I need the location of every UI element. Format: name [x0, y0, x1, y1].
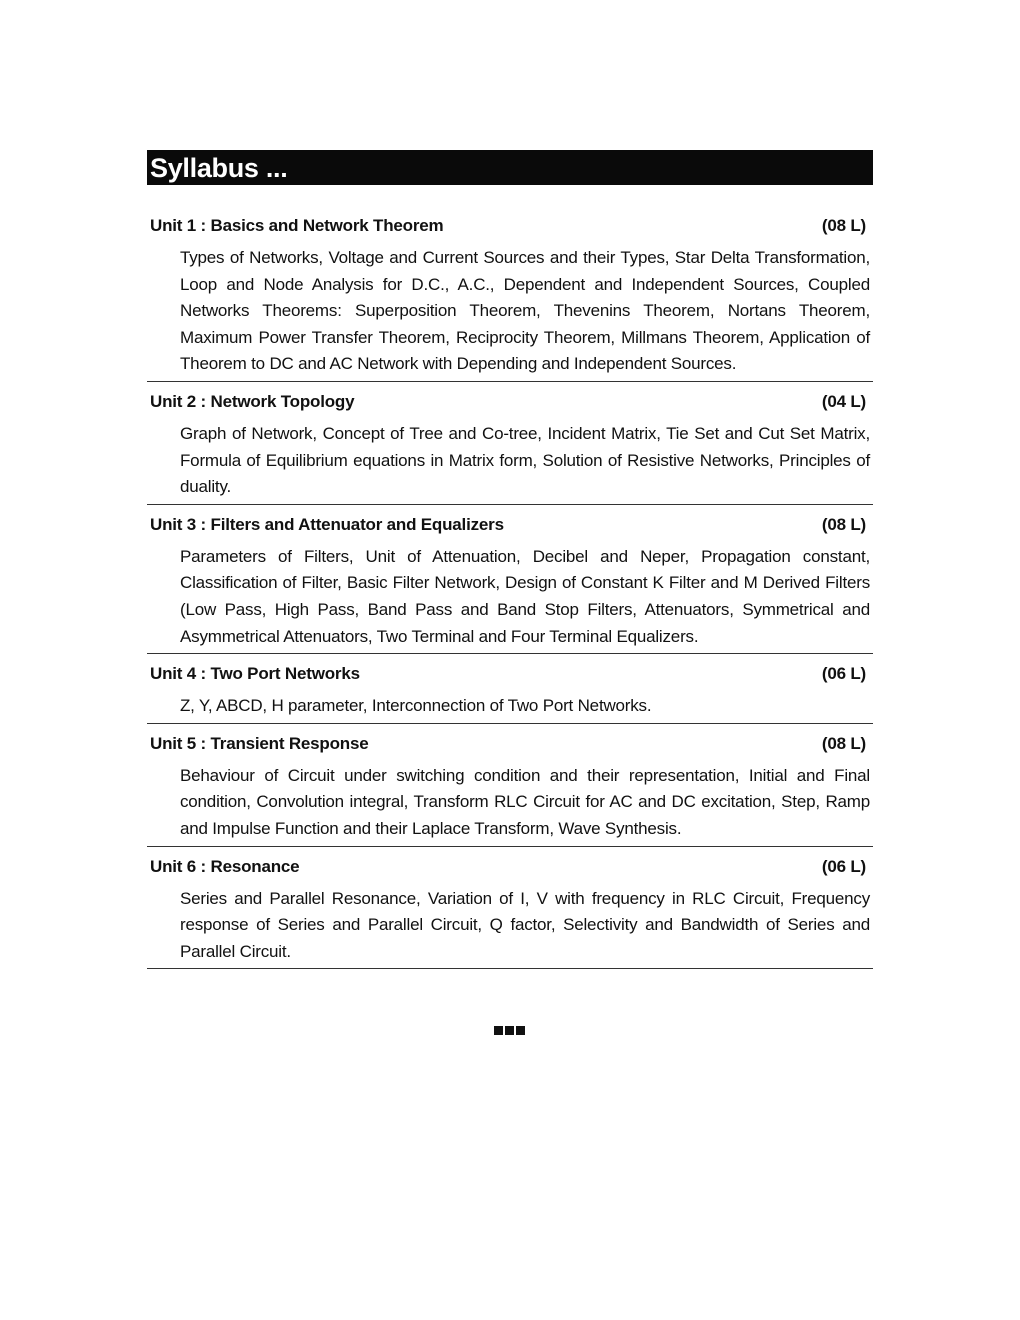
three-squares-end-mark-icon — [494, 1026, 525, 1035]
unit-heading-row — [147, 661, 873, 687]
unit-heading: Unit 6 : Resonance — [150, 856, 300, 876]
unit-heading: Unit 2 : Network Topology — [150, 391, 355, 411]
unit-hours: (08 L) — [821, 733, 866, 753]
unit-6 — [147, 854, 873, 970]
unit-heading: Unit 5 : Transient Response — [150, 733, 369, 753]
unit-hours: (08 L) — [821, 514, 866, 534]
unit-hours: (04 L) — [821, 391, 866, 411]
syllabus-page — [147, 150, 873, 976]
unit-4 — [147, 661, 873, 724]
unit-heading: Unit 3 : Filters and Attenuator and Equalizers — [150, 514, 504, 534]
unit-heading-row — [147, 512, 873, 538]
end-mark-square — [505, 1026, 514, 1035]
unit-list — [147, 213, 873, 969]
unit-3 — [147, 512, 873, 654]
unit-5 — [147, 731, 873, 847]
unit-content: Parameters of Filters, Unit of Attenuation, Decibel and Neper, Propagation constant, Classification of Filter, Basic Filter Network, Design of Constant K Filter and M Derived Filters (Low Pass, High Pass, Band Pass and Band Stop Filters, Attenuators, Symmetrical and Asymmetrical Attenuators, Two Terminal and Four Terminal Equalizers. — [180, 546, 870, 646]
unit-heading-row — [147, 854, 873, 880]
unit-content: Graph of Network, Concept of Tree and Co-tree, Incident Matrix, Tie Set and Cut Set Matrix, Formula of Equilibrium equations in Matrix form, Solution of Resistive Networks, Principles of duality. — [180, 423, 870, 497]
unit-hours: (08 L) — [821, 216, 866, 235]
unit-heading-row — [147, 213, 873, 239]
unit-hours: (06 L) — [821, 664, 866, 684]
end-mark-square — [494, 1026, 503, 1035]
unit-1 — [147, 213, 873, 382]
unit-content: Z, Y, ABCD, H parameter, Interconnection of Two Port Networks. — [180, 696, 652, 716]
unit-hours: (06 L) — [821, 856, 866, 876]
unit-heading: Unit 1 : Basics and Network Theorem — [150, 216, 444, 235]
unit-content: Types of Networks, Voltage and Current Sources and their Types, Star Delta Transformation, Loop and Node Analysis for D.C., A.C., Dependent and Independent Sources, Coupled Networks Theorems: Superposition Theorem, Thevenins Theorem, Nortans Theorem, Maximum Power Transfer Theorem, Reciprocity Theorem, Millmans Theorem, Application of Theorem to DC and AC Network with Depending and Independent Sources. — [180, 248, 870, 374]
page-title: Syllabus ... — [147, 150, 873, 185]
unit-heading-row — [147, 389, 873, 415]
end-mark-square — [516, 1026, 525, 1035]
unit-content: Behaviour of Circuit under switching condition and their representation, Initial and Final condition, Convolution integral, Transform RLC Circuit for AC and DC excitation, Step, Ramp and Impulse Function and their Laplace Transform, Wave Synthesis. — [180, 765, 870, 838]
unit-2 — [147, 389, 873, 505]
unit-content: Series and Parallel Resonance, Variation of I, V with frequency in RLC Circuit, Frequency response of Series and Parallel Circuit, Q factor, Selectivity and Bandwidth of Series and Parallel Circuit. — [180, 888, 870, 961]
unit-heading-row — [147, 731, 873, 757]
unit-heading: Unit 4 : Two Port Networks — [150, 664, 360, 684]
